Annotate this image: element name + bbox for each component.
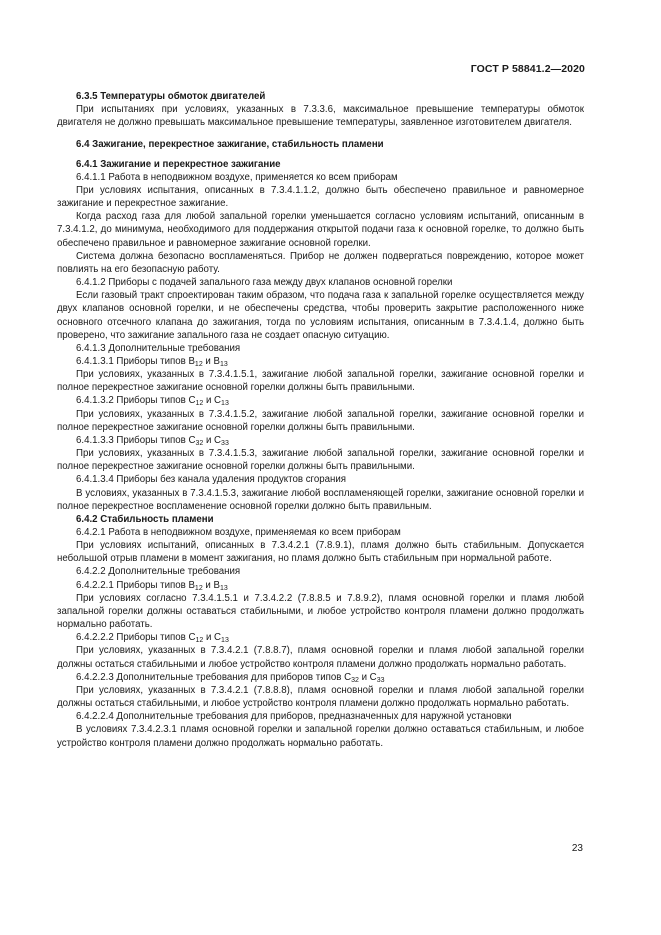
paragraph: При условиях согласно 7.3.4.1.5.1 и 7.3.4.2.2 (7.8.8.5 и 7.8.9.2), пламя основной горелки и пламя любой запальной горелки должны оставаться стабильными, и любое устройство контроля пламени должно продолжать нормально работать. xyxy=(57,592,584,631)
paragraph: 6.4.2.1 Работа в неподвижном воздухе, применяемая ко всем приборам xyxy=(76,527,401,538)
paragraph xyxy=(57,579,584,592)
paragraph: При испытаниях при условиях, указанных в 7.3.3.6, максимальное превышение температуры обмоток двигателя не должно превышать максимальное превышение температуры, заявленное изготовителем двигателя. xyxy=(57,104,584,129)
text-run: и C xyxy=(203,434,222,446)
text-run: 6.4.1.3.1 Приборы типов B xyxy=(76,355,195,367)
paragraph xyxy=(57,394,584,407)
paragraph: При условиях, указанных в 7.3.4.2.1 (7.8.8.7), пламя основной горелки и пламя любой запальной горелки должны остаться стабильными и любое устройство контроля пламени должно продолжать нормально работать. xyxy=(57,645,584,670)
paragraph: При условиях, указанных в 7.3.4.1.5.2, зажигание любой запальной горелки, зажигание основной горелки и полное перекрестное зажигание основной горелки должны быть правильными. xyxy=(57,408,584,433)
text-run: 6.4.1.3.2 Приборы типов C xyxy=(76,395,196,407)
paragraph xyxy=(57,671,584,684)
paragraph: При условиях, указанных в 7.3.4.1.5.3, зажигание любой запальной горелки, зажигание основной горелки и полное перекрестное зажигание основной горелки должны быть правильными. xyxy=(57,448,584,473)
subscript: 12 xyxy=(194,360,203,368)
paragraph: В условиях 7.3.4.2.3.1 пламя основной горелки и запальной горелки должно оставаться стабильным, и любое устройство контроля пламени должно продолжать нормально работать. xyxy=(57,724,584,749)
document-number: ГОСТ Р 58841.2—2020 xyxy=(470,63,585,75)
text-run: 6.4.2.2.1 Приборы типов B xyxy=(76,579,195,591)
subscript: 12 xyxy=(195,637,204,645)
section-heading: 6.4 Зажигание, перекрестное зажигание, стабильность пламени xyxy=(76,139,384,151)
section-heading: 6.3.5 Температуры обмоток двигателей xyxy=(76,91,266,102)
section-heading: 6.4.1 Зажигание и перекрестное зажигание xyxy=(76,158,281,170)
spacer xyxy=(57,129,584,138)
text-run: 6.4.2.2.2 Приборы типов C xyxy=(76,632,196,644)
text-run: 6.4.2.2.3 Дополнительные требования для приборов типов C xyxy=(76,671,352,683)
paragraph: В условиях, указанных в 7.3.4.1.5.3, зажигание любой воспламеняющей горелки, зажигание основной горелки и полное перекрестное воспламенение основной горелки должно быть правильным. xyxy=(57,487,584,512)
paragraph xyxy=(57,434,584,447)
section-heading: 6.4.2 Стабильность пламени xyxy=(76,513,214,525)
text-run: 6.4.1.3.3 Приборы типов C xyxy=(76,434,196,446)
subscript: 32 xyxy=(351,676,359,684)
subscript: 13 xyxy=(221,400,229,408)
paragraph: При условиях, указанных в 7.3.4.1.5.1, зажигание любой запальной горелки, зажигание основной горелки и полное перекрестное зажигание основной горелки должны быть правильными. xyxy=(57,369,584,394)
text-run: и B xyxy=(202,355,220,367)
page-number: 23 xyxy=(571,843,583,854)
subscript: 12 xyxy=(194,584,203,592)
subscript: 32 xyxy=(195,439,204,447)
paragraph: Если газовый тракт спроектирован таким образом, что подача газа к запальной горелке осуществляется между двух клапанов основной горелки, и не обеспечены средства, чтобы проверить закрытие расположенного ниже основного отсечного клапана до зажигания, тогда по условиям испытания, описанным в 7.3.4.1.4, должно быть проверено, что зажигание запального газа не создает опасную ситуацию. xyxy=(57,290,584,341)
subscript: 33 xyxy=(221,439,229,447)
text-run: и B xyxy=(202,579,220,591)
text-run: и C xyxy=(203,632,222,644)
subscript: 13 xyxy=(219,584,228,592)
subscript: 13 xyxy=(219,360,228,368)
paragraph: 6.4.1.2 Приборы с подачей запального газа между двух клапанов основной горелки xyxy=(76,277,453,289)
subscript: 33 xyxy=(376,676,385,684)
paragraph: 6.4.1.3 Дополнительные требования xyxy=(76,342,241,354)
paragraph xyxy=(57,355,584,368)
subscript: 13 xyxy=(221,637,229,645)
paragraph: 6.4.1.1 Работа в неподвижном воздухе, применяется ко всем приборам xyxy=(76,171,398,183)
paragraph: Система должна безопасно воспламеняться. Прибор не должен подвергаться повреждению, которое может повлиять на его безопасную работу. xyxy=(57,250,584,275)
paragraph: 6.4.2.2 Дополнительные требования xyxy=(76,566,241,578)
paragraph: При условиях, указанных в 7.3.4.2.1 (7.8.8.8), пламя основной горелки и пламя любой запальной горелки должны остаться стабильными, и любое устройство контроля пламени должно продолжать нормально работать. xyxy=(57,684,584,710)
paragraph: 6.4.2.2.4 Дополнительные требования для приборов, предназначенных для наружной установки xyxy=(76,711,512,723)
paragraph: При условиях испытаний, описанных в 7.3.4.2.1 (7.8.9.1), пламя должно быть стабильным. Допускается небольшой отрыв пламени в момент зажигания, но пламя должно быть стабильным при нормальной работе. xyxy=(57,540,584,565)
document-body xyxy=(57,90,584,750)
paragraph: Когда расход газа для любой запальной горелки уменьшается согласно условиям испытаний, описанным в 7.3.4.1.2, до минимума, необходимого для поддержания открытой подачи газа к основной горелке, то должно быть обеспечено правильное и равномерное зажигание основной горелки. xyxy=(57,211,584,249)
subscript: 12 xyxy=(195,400,204,408)
paragraph: При условиях испытания, описанных в 7.3.4.1.1.2, должно быть обеспечено правильное и равномерное зажигание и перекрестное зажигание. xyxy=(57,184,584,210)
text-run: и C xyxy=(203,395,222,407)
paragraph: 6.4.1.3.4 Приборы без канала удаления продуктов сгорания xyxy=(76,474,347,486)
paragraph xyxy=(57,631,584,644)
text-run: и C xyxy=(358,671,377,683)
